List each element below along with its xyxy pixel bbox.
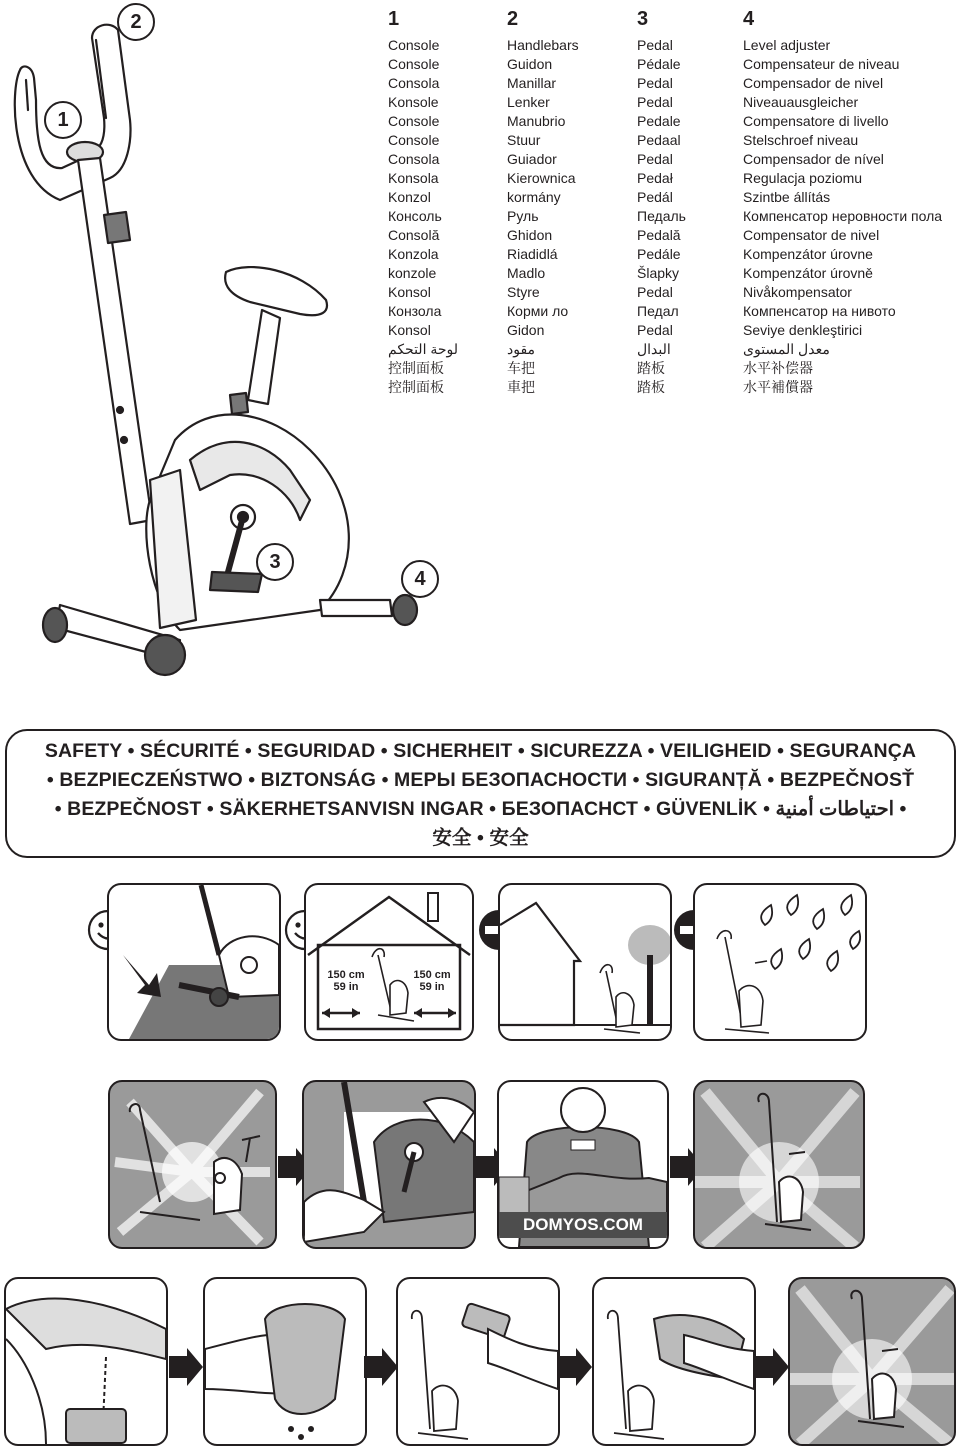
panel-inspect-bike xyxy=(302,1080,476,1249)
panel-clean-result xyxy=(788,1277,956,1446)
panel-repaired-bike xyxy=(693,1080,865,1249)
part-term: Gidon xyxy=(507,322,545,338)
term-column-4 xyxy=(743,8,942,397)
callout-3: 3 xyxy=(256,543,294,581)
panel-service-contact xyxy=(497,1080,669,1249)
clearance-in-right: 59 in xyxy=(419,981,445,993)
panel-use-mat xyxy=(107,883,281,1041)
part-term: 踏板 xyxy=(637,379,665,395)
part-term: 控制面板 xyxy=(388,379,444,395)
part-term: Pedál xyxy=(637,189,673,205)
panel-wring-sponge xyxy=(203,1277,367,1446)
part-term: Компенсатор неровности пола xyxy=(743,208,943,224)
callout-4: 4 xyxy=(401,560,439,598)
part-term: مقود xyxy=(507,341,536,357)
part-term: Šlapky xyxy=(637,265,680,281)
safety-line-3: • BEZPEČNOST • SÄKERHETSANVISN INGAR • БЕЗОПАСНСТ • GÜVENLİK • احتياطات أمنية • xyxy=(54,798,907,820)
part-term: Konsol xyxy=(388,322,431,338)
part-term: 車把 xyxy=(507,379,535,395)
part-term: Pedal xyxy=(637,94,673,110)
panel-wet-sponge xyxy=(4,1277,168,1446)
part-term: Compensateur de niveau xyxy=(743,56,900,72)
part-term: Compensador de nivel xyxy=(743,75,884,91)
part-term: Педал xyxy=(637,303,679,319)
part-term: Pédale xyxy=(637,56,681,72)
part-term: Pedaal xyxy=(637,132,681,148)
part-term: Console xyxy=(388,56,440,72)
column-number: 1 xyxy=(388,8,400,30)
part-term: Kompenzátor úrovně xyxy=(743,265,873,281)
part-term: Pedał xyxy=(637,170,673,186)
safety-line-2: • BEZPIECZEŃSTWO • BIZTONSÁG • МЕРЫ БЕЗОПАСНОСТИ • SIGURANȚĂ • BEZPEČNOSŤ xyxy=(46,769,915,791)
part-term: 车把 xyxy=(507,360,535,376)
panel-clean-bike xyxy=(396,1277,560,1446)
part-term: Manillar xyxy=(507,75,557,91)
part-term: Pedală xyxy=(637,227,681,243)
part-term: Guidon xyxy=(507,56,553,72)
clearance-cm-left: 150 cm xyxy=(327,969,365,981)
part-term: Stuur xyxy=(507,132,541,148)
arrow-right-icon xyxy=(167,1348,205,1386)
part-term: لوحة التحكم xyxy=(388,341,459,357)
service-site-label: DOMYOS.COM xyxy=(499,1212,667,1238)
part-term: Handlebars xyxy=(507,37,579,53)
part-term: معدل المستوى xyxy=(743,341,830,357)
part-term: Console xyxy=(388,37,440,53)
part-term: 水平补偿器 xyxy=(743,360,813,376)
part-term: konzole xyxy=(388,265,437,281)
part-term: Корми ло xyxy=(507,303,569,319)
part-term: Kierownica xyxy=(507,170,576,186)
term-column-3 xyxy=(637,8,686,397)
part-term: Konsol xyxy=(388,284,431,300)
part-term: Riadidlá xyxy=(507,246,558,262)
part-term: Regulacja poziomu xyxy=(743,170,863,186)
part-term: Pedal xyxy=(637,284,673,300)
arrow-right-icon xyxy=(753,1348,791,1386)
panel-no-outdoor xyxy=(498,883,672,1041)
part-term: Компенсатор на нивото xyxy=(743,303,896,319)
column-number: 4 xyxy=(743,8,755,30)
part-term: Compensatore di livello xyxy=(743,113,889,129)
safety-banner xyxy=(5,729,956,858)
part-term: Конзола xyxy=(388,303,442,319)
part-term: 踏板 xyxy=(637,360,665,376)
term-column-2 xyxy=(507,8,579,397)
part-term: Seviye denkleştirici xyxy=(743,322,863,338)
panel-damaged-bike xyxy=(108,1080,277,1249)
arrow-right-icon xyxy=(362,1348,400,1386)
safety-line-4: 安全 • 安全 xyxy=(432,827,529,849)
callout-1: 1 xyxy=(44,101,82,139)
part-term: Guiador xyxy=(507,151,557,167)
part-term: Pedal xyxy=(637,151,673,167)
part-term: kormány xyxy=(507,189,561,205)
part-term: Pedale xyxy=(637,113,681,129)
part-term: Szintbe állítás xyxy=(743,189,831,205)
column-number: 3 xyxy=(637,8,649,30)
column-number: 2 xyxy=(507,8,519,30)
panel-clearance xyxy=(304,883,474,1041)
part-term: Kompenzátor úrovne xyxy=(743,246,873,262)
part-term: Consola xyxy=(388,75,440,91)
part-term: Руль xyxy=(507,208,539,224)
part-term: Pedal xyxy=(637,322,673,338)
arrow-right-icon xyxy=(556,1348,594,1386)
part-term: Konsola xyxy=(388,170,439,186)
part-term: 控制面板 xyxy=(388,360,444,376)
part-term: Manubrio xyxy=(507,113,566,129)
panel-no-water xyxy=(693,883,867,1041)
part-term: Compensador de nível xyxy=(743,151,884,167)
part-term: Konzol xyxy=(388,189,431,205)
part-term: Niveauausgleicher xyxy=(743,94,859,110)
clearance-in-left: 59 in xyxy=(333,981,359,993)
part-term: Pedal xyxy=(637,37,673,53)
part-term: Stelschroef niveau xyxy=(743,132,859,148)
part-term: Ghidon xyxy=(507,227,553,243)
part-term: 水平補償器 xyxy=(743,379,813,395)
part-term: Console xyxy=(388,132,440,148)
part-term: Level adjuster xyxy=(743,37,831,53)
part-term: Console xyxy=(388,113,440,129)
part-term: Madlo xyxy=(507,265,546,281)
safety-line-1: SAFETY • SÉCURITÉ • SEGURIDAD • SICHERHEIT • SICUREZZA • VEILIGHEID • SEGURANÇA xyxy=(44,740,917,762)
part-term: Pedal xyxy=(637,75,673,91)
part-term: Konsole xyxy=(388,94,439,110)
part-term: Lenker xyxy=(507,94,550,110)
clearance-cm-right: 150 cm xyxy=(413,969,451,981)
part-term: Consola xyxy=(388,151,440,167)
part-term: Консоль xyxy=(388,208,442,224)
clearance-label-right xyxy=(410,969,454,993)
part-term: Nivåkompensator xyxy=(743,284,852,300)
part-term: Consolă xyxy=(388,227,440,243)
part-term: Compensator de nivel xyxy=(743,227,880,243)
part-term: Styre xyxy=(507,284,540,300)
clearance-label-left xyxy=(324,969,368,993)
term-column-1 xyxy=(388,8,458,397)
callout-2: 2 xyxy=(117,3,155,41)
part-term: البدال xyxy=(637,341,671,357)
part-term: Konzola xyxy=(388,246,439,262)
part-term: Pedále xyxy=(637,246,681,262)
panel-dry-bike xyxy=(592,1277,756,1446)
part-term: Педаль xyxy=(637,208,686,224)
